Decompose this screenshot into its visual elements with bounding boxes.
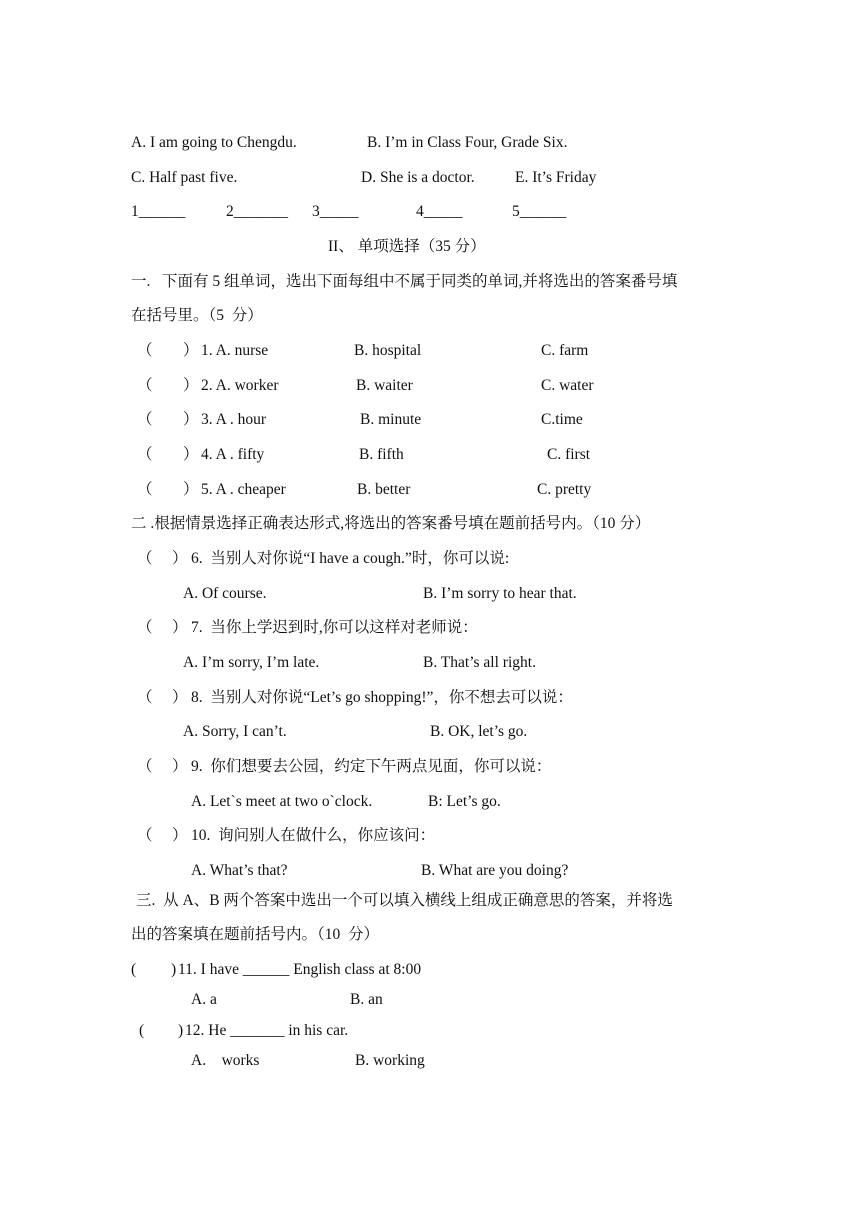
question-stem: 5. A . cheaper: [201, 481, 286, 498]
answer-paren-close: ）: [172, 689, 188, 706]
answer-paren-open[interactable]: （: [137, 758, 153, 775]
answer-paren-open[interactable]: （: [137, 619, 153, 636]
choice-b: B. I’m sorry to hear that.: [423, 585, 577, 602]
answer-blank-3[interactable]: 3_____: [312, 203, 359, 220]
question-stem: 10. 询问别人在做什么，你应该问：: [191, 827, 436, 844]
answer-blank-4[interactable]: 4_____: [416, 203, 463, 220]
choice-b: B. better: [357, 481, 411, 498]
question-stem: 6. 当别人对你说“I have a cough.”时，你可以说:: [191, 550, 510, 567]
answer-paren-open[interactable]: (: [139, 1022, 145, 1039]
answer-paren-open[interactable]: （: [137, 481, 153, 498]
choice-a: A. What’s that?: [191, 862, 288, 879]
answer-paren-close: ）: [172, 758, 188, 775]
choice-b: B. working: [355, 1052, 425, 1069]
answer-paren-close: ): [171, 961, 177, 978]
answer-blank-2[interactable]: 2_______: [226, 203, 288, 220]
choice-b: B: Let’s go.: [428, 793, 501, 810]
option-a: A. I am going to Chengdu.: [131, 134, 297, 151]
answer-paren-open[interactable]: （: [137, 377, 153, 394]
question-stem: 4. A . fifty: [201, 446, 265, 463]
section-title: II、 单项选择（35 分）: [328, 238, 486, 255]
part1-instruction-line2: 在括号里。（5 分）: [131, 307, 263, 324]
answer-paren-close: ）: [183, 481, 199, 498]
answer-paren-close: ）: [183, 342, 199, 359]
choice-c: C.time: [541, 411, 583, 428]
answer-paren-close: ）: [172, 827, 188, 844]
answer-paren-open[interactable]: （: [137, 689, 153, 706]
question-stem: 2. A. worker: [201, 377, 279, 394]
question-stem: 9. 你们想要去公园，约定下午两点见面，你可以说：: [191, 758, 552, 775]
answer-paren-open[interactable]: (: [131, 961, 137, 978]
answer-paren-open[interactable]: （: [137, 342, 153, 359]
choice-c: C. water: [541, 377, 594, 394]
answer-paren-open[interactable]: （: [137, 446, 153, 463]
choice-a: A. works: [191, 1052, 260, 1069]
answer-blank-1[interactable]: 1______: [131, 203, 186, 220]
choice-c: C. farm: [541, 342, 589, 359]
choice-c: C. first: [547, 446, 591, 463]
answer-paren-close: ）: [183, 446, 199, 463]
choice-a: A. Let`s meet at two o`clock.: [191, 793, 373, 810]
option-e: E. It’s Friday: [515, 169, 597, 186]
part3-instruction-line2: 出的答案填在题前括号内。（10 分）: [131, 926, 380, 943]
question-stem: 11. I have ______ English class at 8:00: [178, 961, 422, 978]
choice-a: A. Sorry, I can’t.: [183, 723, 287, 740]
option-c: C. Half past five.: [131, 169, 238, 186]
choice-b: B. fifth: [359, 446, 404, 463]
choice-b: B. an: [350, 991, 383, 1008]
question-stem: 8. 当别人对你说“Let’s go shopping!”，你不想去可以说：: [191, 689, 573, 706]
answer-paren-open[interactable]: （: [137, 827, 153, 844]
choice-b: B. minute: [360, 411, 422, 428]
choice-b: B. OK, let’s go.: [430, 723, 528, 740]
answer-paren-close: ）: [183, 377, 199, 394]
answer-paren-close: ）: [183, 411, 199, 428]
choice-c: C. pretty: [537, 481, 592, 498]
option-b: B. I’m in Class Four, Grade Six.: [367, 134, 568, 151]
choice-a: A. I’m sorry, I’m late.: [183, 654, 320, 671]
answer-paren-close: ): [178, 1022, 184, 1039]
answer-paren-open[interactable]: （: [137, 411, 153, 428]
option-d: D. She is a doctor.: [361, 169, 475, 186]
choice-b: B. What are you doing?: [421, 862, 569, 879]
choice-a: A. Of course.: [183, 585, 267, 602]
answer-paren-close: ）: [172, 550, 188, 567]
question-stem: 12. He _______ in his car.: [185, 1022, 349, 1039]
answer-paren-open[interactable]: （: [137, 550, 153, 567]
choice-b: B. That’s all right.: [423, 654, 536, 671]
choice-a: A. a: [191, 991, 217, 1008]
question-stem: 1. A. nurse: [201, 342, 269, 359]
part2-instruction: 二 .根据情景选择正确表达形式,将选出的答案番号填在题前括号内。（10 分）: [131, 515, 651, 532]
choice-b: B. waiter: [356, 377, 413, 394]
choice-b: B. hospital: [354, 342, 422, 359]
part1-instruction-line1: 一. 下面有 5 组单词，选出下面每组中不属于同类的单词,并将选出的答案番号填: [131, 273, 678, 290]
answer-paren-close: ）: [172, 619, 188, 636]
question-stem: 3. A . hour: [201, 411, 267, 428]
part3-instruction-line1: 三. 从 A、B 两个答案中选出一个可以填入横线上组成正确意思的答案，并将选: [136, 892, 673, 909]
answer-blank-5[interactable]: 5______: [512, 203, 567, 220]
question-stem: 7. 当你上学迟到时,你可以这样对老师说：: [191, 619, 478, 636]
